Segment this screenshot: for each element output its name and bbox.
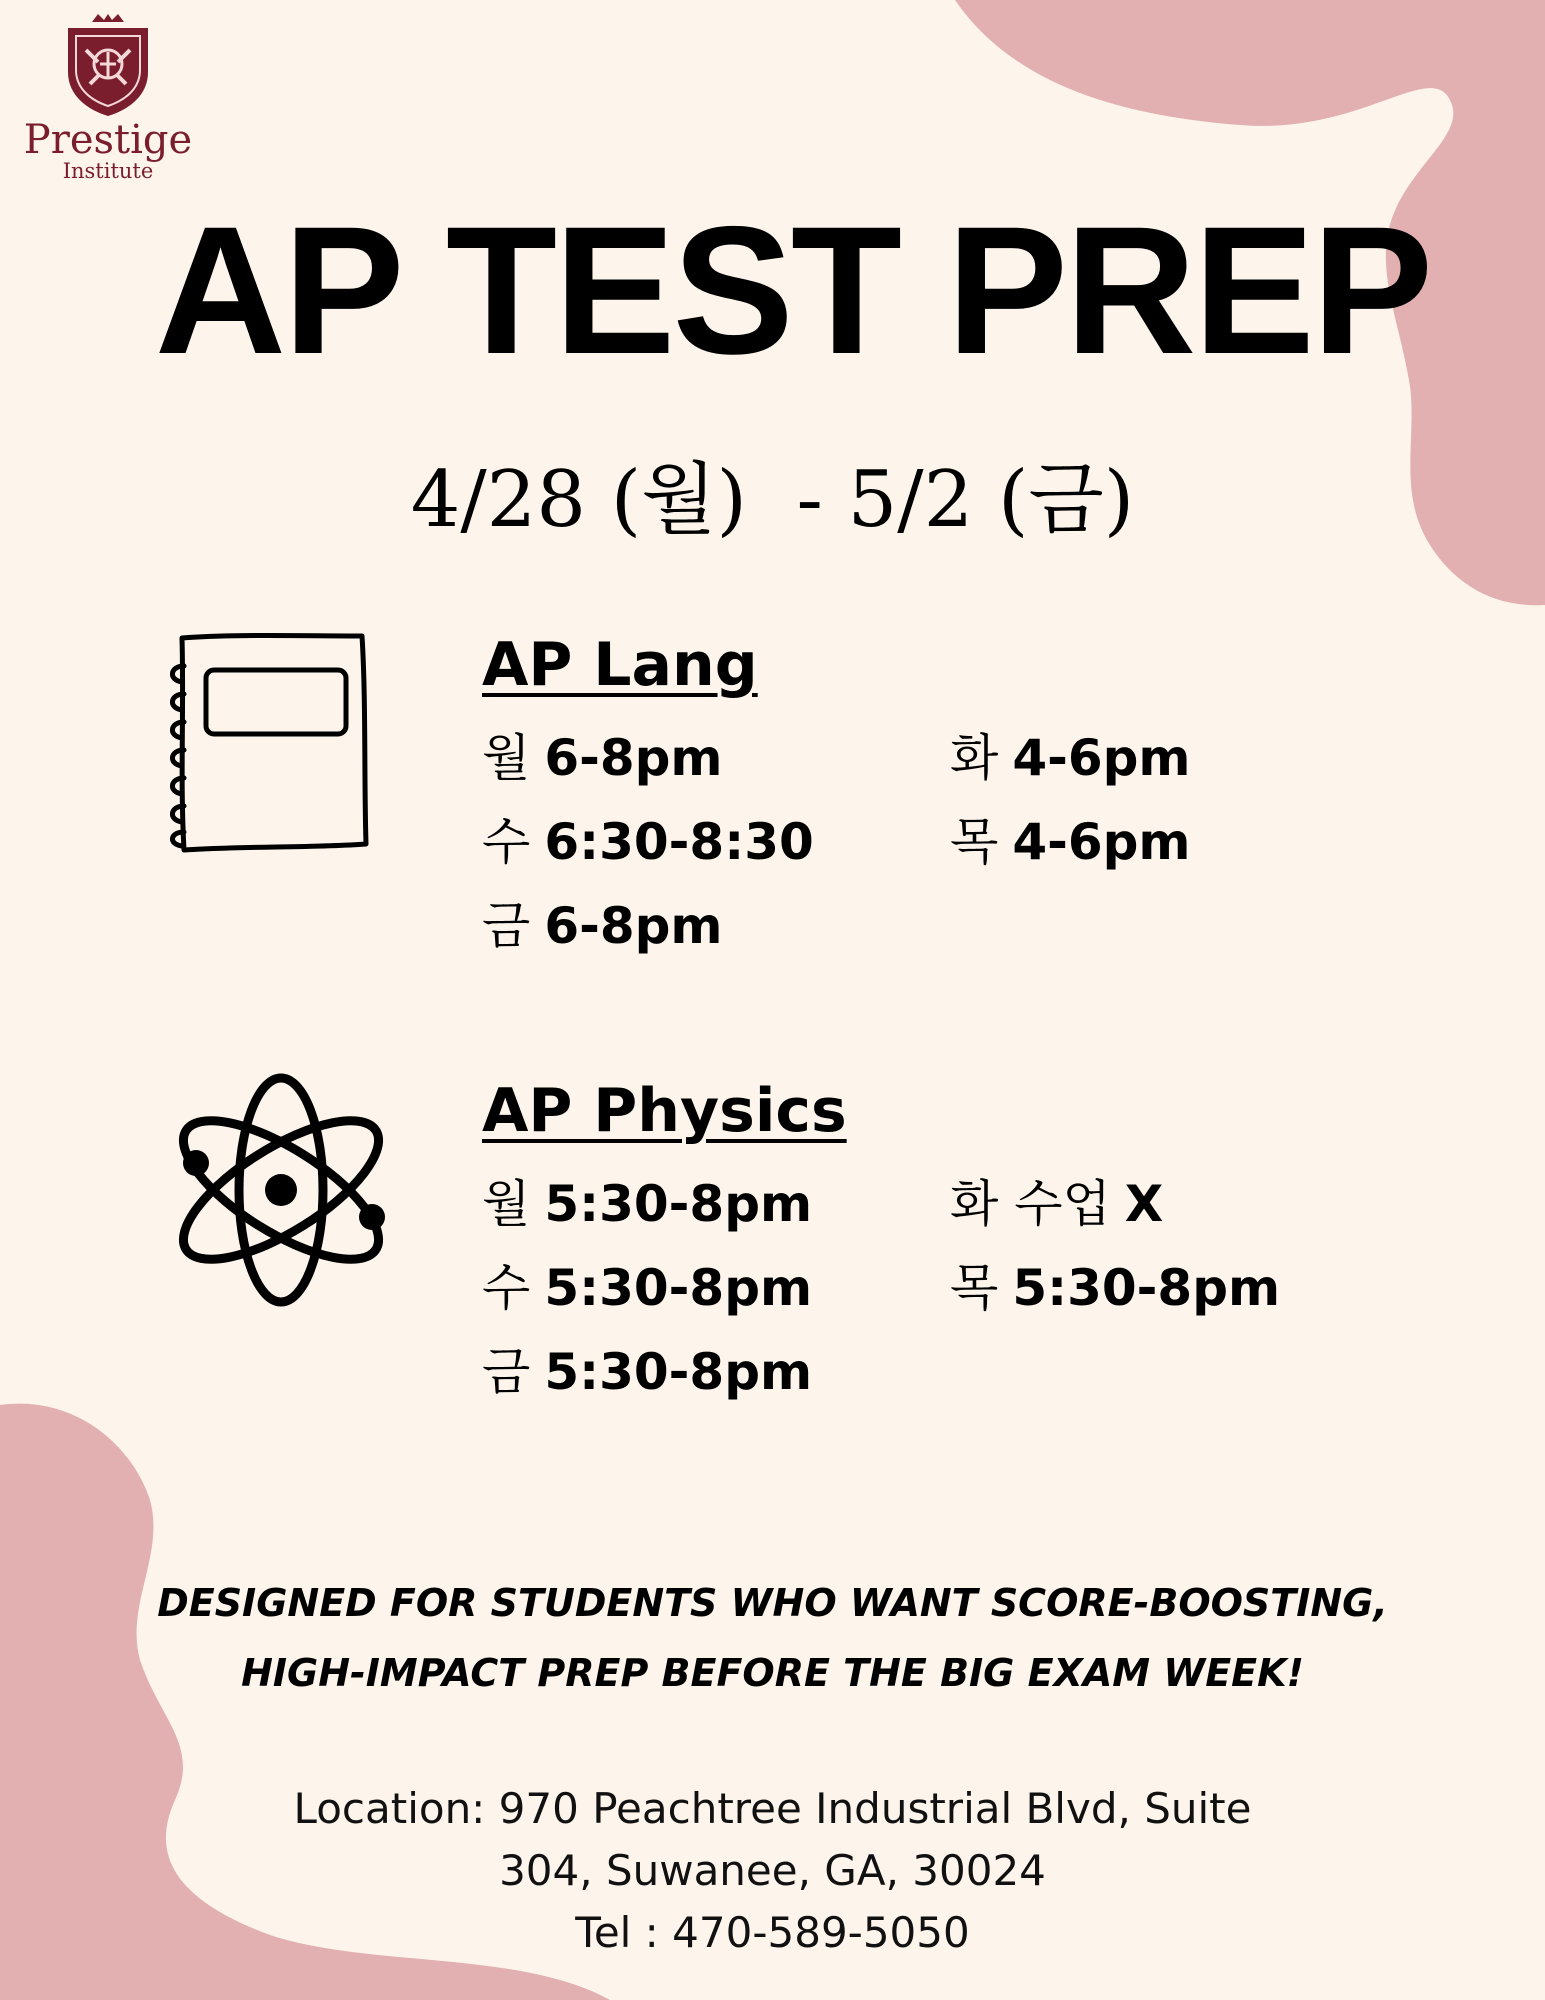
schedule-day: 월 [482,729,531,787]
location-line-1: Location: 970 Peachtree Industrial Blvd, Suite [293,1784,1252,1833]
tagline [0,1568,1545,1708]
schedule-item [950,1258,1280,1318]
course-title-ap-physics: AP Physics [482,1076,847,1146]
schedule-day: 화 수업 [950,1175,1111,1233]
schedule-item [482,896,723,956]
schedule-item [950,728,1191,788]
schedule-item [950,1174,1163,1234]
schedule-item [482,812,814,872]
schedule-day: 금 [482,897,531,955]
schedule-time: 6:30-8:30 [544,813,814,871]
schedule-time: 6-8pm [544,729,723,787]
contact-info [0,1778,1545,1964]
notebook-icon [162,630,372,856]
course-title-ap-lang: AP Lang [482,630,758,700]
tagline-line-2: HIGH-IMPACT PREP BEFORE THE BIG EXAM WEEK! [241,1651,1304,1695]
schedule-time: X [1124,1175,1164,1233]
schedule-item [482,728,723,788]
schedule-time: 4-6pm [1012,813,1191,871]
schedule-day: 금 [482,1343,531,1401]
location-line-2: 304, Suwanee, GA, 30024 [499,1846,1046,1895]
atom-icon [176,1070,386,1310]
schedule-time: 4-6pm [1012,729,1191,787]
schedule-time: 5:30-8pm [544,1259,813,1317]
schedule-day: 화 [950,729,999,787]
date-range: 4/28 (월) - 5/2 (금) [410,455,1135,545]
logo-name: Prestige [23,117,193,163]
schedule-time: 5:30-8pm [544,1175,813,1233]
schedule-item [482,1174,812,1234]
crest-icon [64,14,152,118]
schedule-time: 5:30-8pm [544,1343,813,1401]
schedule-time: 6-8pm [544,897,723,955]
schedule-day: 수 [482,813,531,871]
schedule-day: 목 [950,1259,999,1317]
schedule-day: 목 [950,813,999,871]
logo-subtitle: Institute [62,159,154,183]
schedule-item [950,812,1191,872]
schedule-day: 월 [482,1175,531,1233]
page-title: AP TEST PREP [154,188,1431,392]
tagline-line-1: DESIGNED FOR STUDENTS WHO WANT SCORE-BOOSTING, [157,1581,1388,1625]
schedule-day: 수 [482,1259,531,1317]
logo [8,14,208,182]
phone-number: Tel : 470-589-5050 [575,1908,970,1957]
schedule-item [482,1258,812,1318]
schedule-item [482,1342,812,1402]
schedule-time: 5:30-8pm [1012,1259,1281,1317]
